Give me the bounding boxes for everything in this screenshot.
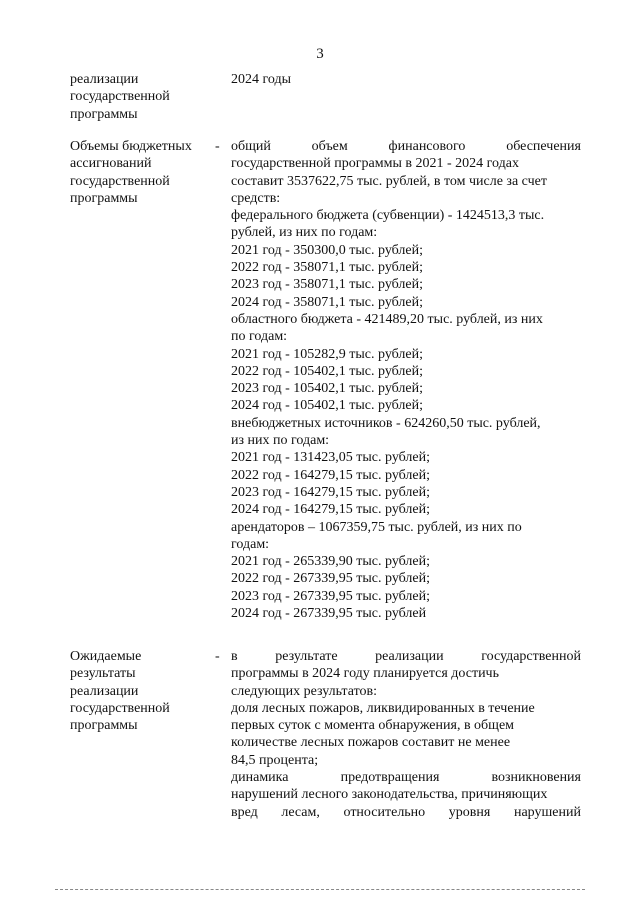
row3-content-word: в — [231, 649, 238, 664]
page-number: 3 — [316, 46, 324, 62]
row2-content-word: объем — [311, 139, 348, 154]
row3-content-line: доля лесных пожаров, ликвидированных в течение — [231, 700, 535, 716]
row2-content-line: государственной программы в 2021 - 2024 годах — [231, 156, 519, 172]
row1-label — [70, 71, 220, 123]
row2-content-line: 2022 год - 267339,95 тыс. рублей; — [231, 571, 431, 587]
row2-content-line — [231, 138, 581, 155]
row3-content-line: количестве лесных пожаров составит не менее — [231, 735, 511, 751]
row2-content-line: 2022 год - 105402,1 тыс. рублей; — [231, 363, 424, 379]
row3-label — [70, 648, 220, 734]
row3-content-word: предотвращения — [340, 770, 440, 786]
row2-content-line: областного бюджета - 421489,20 тыс. рублей, из них — [231, 311, 543, 327]
row2-label-line: программы — [70, 190, 138, 206]
row2-content-line: 2024 год - 105402,1 тыс. рублей; — [231, 398, 424, 414]
row3-content-word: результате — [275, 649, 338, 664]
row3-content-word: уровня — [448, 804, 491, 820]
row1-label-line: реализации — [70, 72, 139, 87]
row3-content-line: программы в 2024 году планируется достичь — [231, 666, 499, 682]
row3-content-line: 84,5 процента; — [231, 752, 319, 768]
row2-label-line: Объемы бюджетных — [70, 139, 192, 154]
row2-content-line: 2024 год - 358071,1 тыс. рублей; — [231, 294, 424, 310]
row3-content-line: первых суток с момента обнаружения, в общем — [231, 718, 515, 734]
row1-label-line: государственной — [70, 89, 170, 105]
row2-content-word: финансового — [388, 139, 466, 154]
row3-content-word: реализации — [375, 649, 444, 664]
row3-content-word: вред — [231, 804, 258, 820]
row3-label-line: реализации — [70, 683, 139, 699]
row3-dash: - — [215, 649, 220, 664]
row2-content-line: федерального бюджета (субвенции) - 1424513,3 тыс. — [231, 208, 545, 224]
row2-content-line: 2021 год - 265339,90 тыс. рублей; — [231, 554, 431, 570]
row3-label-line: государственной — [70, 700, 170, 716]
row2-content-line: средств: — [231, 190, 281, 206]
row2-content-line: из них по годам: — [231, 433, 330, 449]
row3-content-line — [231, 769, 581, 786]
row3-content-word: государственной — [481, 649, 581, 664]
row1-label-line: программы — [70, 106, 138, 122]
row2-content-line: 2022 год - 164279,15 тыс. рублей; — [231, 467, 431, 483]
row2-content-line: годам: — [231, 536, 270, 552]
row3-content-line: нарушений лесного законодательства, причиняющих — [231, 787, 548, 803]
row2-content-word: общий — [231, 139, 271, 154]
row2-content-line: 2024 год - 267339,95 тыс. рублей — [231, 606, 427, 622]
row2-label-line: государственной — [70, 173, 170, 189]
row3-label-line: Ожидаемые — [70, 649, 142, 664]
row2-content-line: 2024 год - 164279,15 тыс. рублей; — [231, 502, 431, 518]
row3-content-line: следующих результатов: — [231, 683, 378, 699]
row3-label-line: программы — [70, 718, 138, 734]
row2-label-line: ассигнований — [70, 156, 152, 172]
row2-content-line: 2023 год - 358071,1 тыс. рублей; — [231, 277, 424, 293]
row2-label — [70, 138, 220, 207]
row2-dash: - — [215, 139, 220, 154]
row2-content-line: 2021 год - 131423,05 тыс. рублей; — [231, 450, 431, 466]
row3-content-word: динамика — [231, 770, 289, 786]
row2-content-line: внебюджетных источников - 624260,50 тыс. рублей, — [231, 415, 541, 431]
row2-content-line: 2023 год - 267339,95 тыс. рублей; — [231, 588, 431, 604]
row3-content-word: лесам, — [281, 804, 320, 820]
row3-content-word: возникновения — [491, 770, 581, 786]
row2-content-line: 2022 год - 358071,1 тыс. рублей; — [231, 260, 424, 276]
row2-content-line: 2023 год - 105402,1 тыс. рублей; — [231, 381, 424, 397]
row3-content-word: относительно — [343, 804, 426, 820]
row2-content-line: 2021 год - 350300,0 тыс. рублей; — [231, 242, 424, 258]
row2-content-line: по годам: — [231, 329, 288, 345]
row3-content-word: нарушений — [513, 804, 581, 820]
row2-content-line: составит 3537622,75 тыс. рублей, в том числе за счет — [231, 173, 547, 189]
row2-content-line: арендаторов – 1067359,75 тыс. рублей, из них по — [231, 519, 522, 535]
row1-content — [231, 71, 581, 88]
row3-content-line — [231, 648, 581, 665]
row2-content-line: рублей, из них по годам: — [231, 225, 378, 241]
row2-content — [231, 138, 581, 622]
row2-content-line: 2023 год - 164279,15 тыс. рублей; — [231, 484, 431, 500]
row3-content-line — [231, 804, 581, 821]
row3-content — [231, 648, 581, 821]
row1-content-line: 2024 годы — [231, 72, 292, 87]
row2-content-line: 2021 год - 105282,9 тыс. рублей; — [231, 346, 424, 362]
row3-label-line: результаты — [70, 666, 136, 682]
row2-content-word: обеспечения — [506, 139, 581, 154]
footer-divider — [55, 889, 585, 890]
